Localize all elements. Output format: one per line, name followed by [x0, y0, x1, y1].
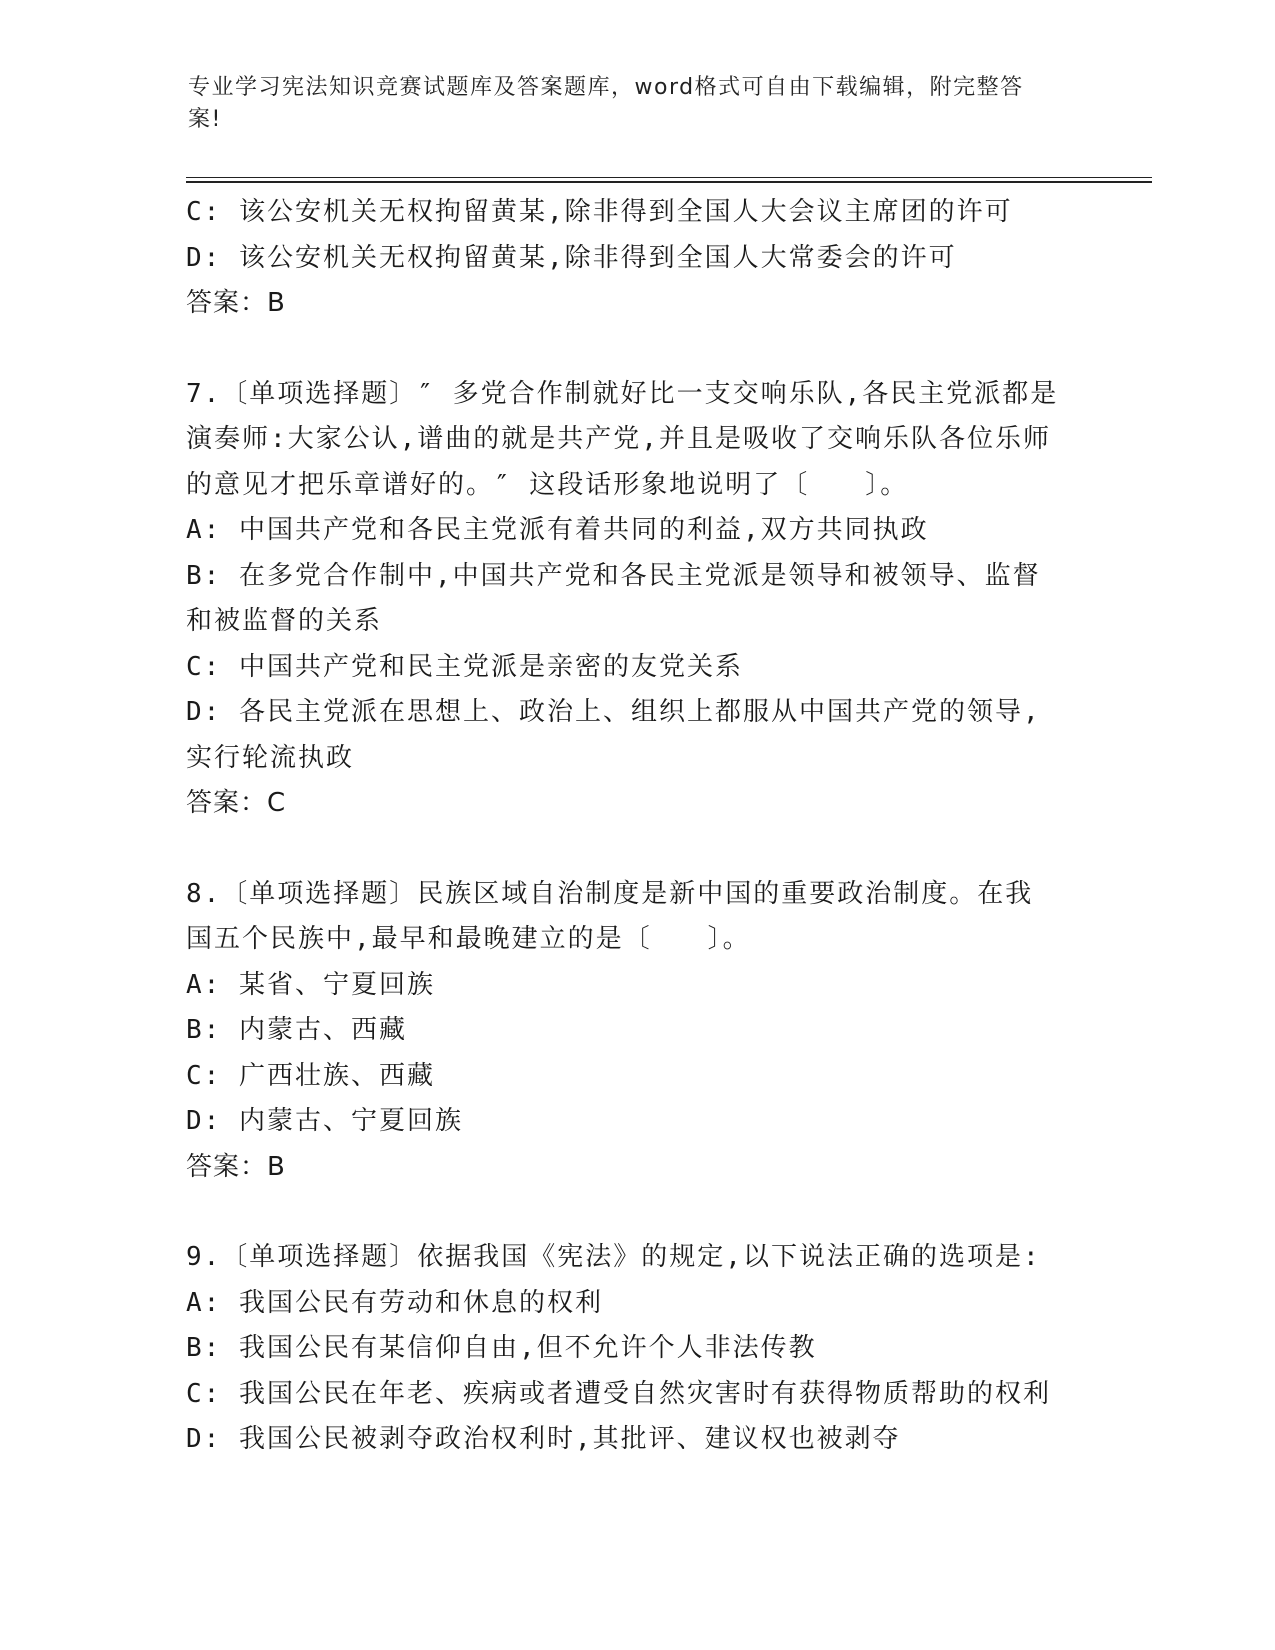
question-stem-line: 8.〔单项选择题〕民族区域自治制度是新中国的重要政治制度。在我	[186, 878, 1034, 909]
option-d: D: 各民主党派在思想上、政治上、组织上都服从中国共产党的领导,	[186, 697, 1041, 727]
document-body	[186, 190, 1086, 1463]
option-a: A: 我国公民有劳动和休息的权利	[186, 1287, 603, 1318]
option-b-continued: 和被监督的关系	[186, 606, 383, 636]
option-b: B: 内蒙古、西藏	[186, 1015, 407, 1045]
answer: 答案：B	[186, 1151, 286, 1182]
question-9	[186, 1235, 1086, 1463]
question-stem-line: 7.〔单项选择题〕″ 多党合作制就好比一支交响乐队,各民主党派都是	[186, 378, 1059, 409]
option-a: A: 中国共产党和各民主党派有着共同的利益,双方共同执政	[186, 515, 929, 545]
spacer	[186, 827, 1086, 872]
option-b: B: 在多党合作制中,中国共产党和各民主党派是领导和被领导、监督	[186, 560, 1041, 591]
option-d: D: 我国公民被剥夺政治权利时,其批评、建议权也被剥夺	[186, 1424, 901, 1454]
answer: 答案：B	[186, 288, 286, 318]
option-a: A: 某省、宁夏回族	[186, 969, 435, 1000]
spacer	[186, 327, 1086, 372]
question-stem-line: 国五个民族中,最早和最晚建立的是〔 〕。	[186, 924, 751, 954]
spacer	[186, 1190, 1086, 1235]
option-b: B: 我国公民有某信仰自由,但不允许个人非法传教	[186, 1333, 817, 1363]
option-d: D: 该公安机关无权拘留黄某,除非得到全国人大常委会的许可	[186, 242, 957, 273]
header-rule-thick	[186, 181, 1152, 183]
header-line-2: 案!	[188, 107, 222, 132]
previous-question-tail	[186, 190, 1086, 327]
document-header	[188, 72, 1068, 136]
question-7	[186, 372, 1086, 827]
question-stem-line: 9.〔单项选择题〕依据我国《宪法》的规定,以下说法正确的选项是:	[186, 1242, 1041, 1272]
option-c: C: 我国公民在年老、疾病或者遭受自然灾害时有获得物质帮助的权利	[186, 1378, 1051, 1409]
option-d: D: 内蒙古、宁夏回族	[186, 1106, 463, 1136]
option-c: C: 该公安机关无权拘留黄某,除非得到全国人大会议主席团的许可	[186, 197, 1013, 227]
question-stem-line: 演奏师:大家公认,谱曲的就是共产党,并且是吸收了交响乐队各位乐师	[186, 424, 1051, 454]
answer: 答案：C	[186, 788, 287, 818]
option-d-continued: 实行轮流执政	[186, 742, 355, 773]
header-line-1: 专业学习宪法知识竞赛试题库及答案题库，word格式可自由下载编辑，附完整答	[188, 75, 1024, 100]
question-stem-line: 的意见才把乐章谱好的。″ 这段话形象地说明了〔 〕。	[186, 469, 909, 500]
question-8	[186, 872, 1086, 1191]
header-rule-thin	[186, 177, 1152, 178]
option-c: C: 广西壮族、西藏	[186, 1060, 435, 1091]
option-c: C: 中国共产党和民主党派是亲密的友党关系	[186, 651, 743, 682]
